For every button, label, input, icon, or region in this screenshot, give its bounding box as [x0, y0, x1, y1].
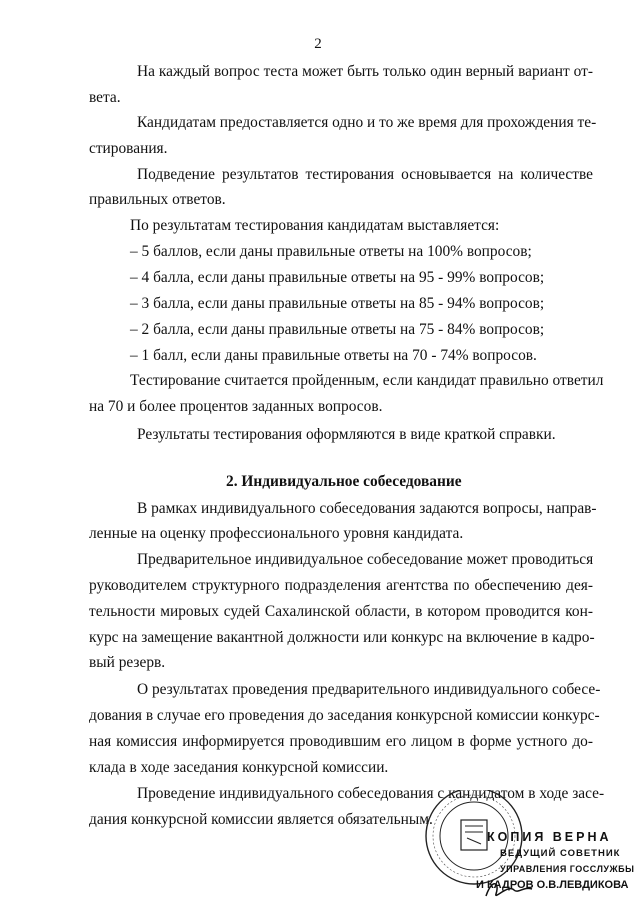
text-line: Подведение результатов тестирования основывается на количестве	[137, 166, 593, 183]
text-line: В рамках индивидуального собеседования задаются вопросы, направ-	[137, 500, 597, 517]
text-line: По результатам тестирования кандидатам выставляется:	[130, 217, 500, 234]
section-heading: 2. Индивидуальное собеседование	[226, 473, 462, 490]
text-line: дания конкурсной комиссии является обязательным.	[89, 811, 433, 828]
text-line: курс на замещение вакантной должности или конкурс на включение в кадро-	[89, 629, 595, 646]
text-line: Результаты тестирования оформляются в виде краткой справки.	[137, 426, 556, 443]
text-line: ленные на оценку профессионального уровня кандидата.	[89, 525, 464, 542]
text-line: вый резерв.	[89, 654, 166, 671]
text-line: стирования.	[89, 140, 168, 157]
text-line: клада в ходе заседания конкурсной комиссии.	[89, 759, 389, 776]
text-line: Предварительное индивидуальное собеседование может проводиться	[137, 551, 594, 568]
text-line: на 70 и более процентов заданных вопросов.	[89, 398, 383, 415]
text-line: вета.	[89, 89, 121, 106]
text-line: Тестирование считается пройденным, если кандидат правильно ответил	[130, 372, 604, 389]
seal-emblem	[461, 820, 487, 850]
text-line: О результатах проведения предварительного индивидуального собесе-	[137, 681, 601, 698]
list-item: – 1 балл, если даны правильные ответы на 70 - 74% вопросов.	[130, 347, 537, 364]
text-line: правильных ответов.	[89, 191, 226, 208]
text-line: Кандидатам предоставляется одно и то же время для прохождения те-	[137, 114, 597, 131]
text-line: руководителем структурного подразделения агентства по обеспечению дея-	[89, 577, 593, 594]
list-item: – 2 балла, если даны правильные ответы на 75 - 84% вопросов;	[130, 321, 545, 338]
list-item: – 3 балла, если даны правильные ответы на 85 - 94% вопросов;	[130, 295, 545, 312]
certification-copy-true: КОПИЯ ВЕРНА	[487, 830, 612, 844]
text-line: ная комиссия информируется проводившим его лицом в форме устного до-	[89, 733, 593, 750]
certification-position-2: УПРАВЛЕНИЯ ГОССЛУЖБЫ	[500, 864, 635, 874]
text-line: Проведение индивидуального собеседования с кандидатом в ходе засе-	[137, 785, 605, 802]
list-item: – 4 балла, если даны правильные ответы на 95 - 99% вопросов;	[130, 269, 545, 286]
certification-position-1: ВЕДУЩИЙ СОВЕТНИК	[500, 848, 621, 859]
text-line: тельности мировых судей Сахалинской области, в котором проводится кон-	[89, 603, 593, 620]
text-line: дования в случае его проведения до заседания конкурсной комиссии конкурс-	[89, 707, 600, 724]
text-line: На каждый вопрос теста может быть только один верный вариант от-	[137, 63, 593, 80]
list-item: – 5 баллов, если даны правильные ответы на 100% вопросов;	[130, 243, 532, 260]
page-number: 2	[314, 36, 322, 52]
certification-name: И КАДРОВ О.В.ЛЕВДИКОВА	[476, 879, 629, 891]
